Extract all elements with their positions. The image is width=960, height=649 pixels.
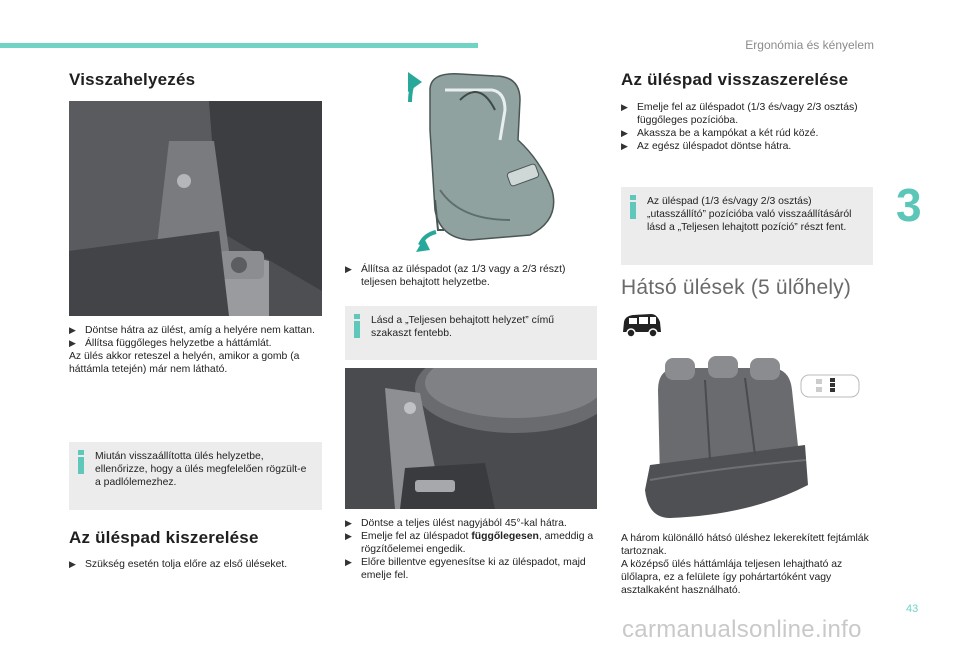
bullet-text: Döntse a teljes ülést nagyjából 45°-kal hátra. (361, 518, 567, 529)
bullet-mark: ▶ (621, 102, 628, 112)
col2-instructions (345, 263, 600, 289)
paragraph: A középső ülés háttámlája teljesen lehajtható az ülőlapra, ez a felülete így pohártartóként vagy asztalkaként használható. (621, 559, 843, 596)
bullet-text: Az egész üléspadot döntse hátra. (637, 141, 792, 152)
bullet-mark: ▶ (621, 128, 628, 138)
heading-hatso-ulesek: Hátsó ülések (5 ülőhely) (621, 276, 852, 299)
bullet-item (621, 101, 876, 127)
info-box (69, 442, 322, 510)
bullet-text: Állítsa az üléspadot (az 1/3 vagy a 2/3 részt) teljesen behajtott helyzetbe. (361, 264, 566, 288)
bullet-text-post: , ameddig a rögzítőelemei engedik. (361, 531, 594, 555)
bullet-item (345, 263, 600, 289)
bullet-item (621, 127, 876, 140)
bullet-item (69, 337, 324, 350)
seat-hinge-photo (345, 368, 597, 509)
bullet-mark: ▶ (345, 531, 352, 541)
bullet-text: Állítsa függőleges helyzetbe a háttámlát. (85, 338, 272, 349)
info-icon (353, 314, 361, 338)
info-box (345, 306, 597, 360)
heading-visszahelyezes: Visszahelyezés (69, 70, 196, 89)
bullet-text (361, 530, 600, 556)
bullet-text: Döntse hátra az ülést, amíg a helyére nem kattan. (85, 325, 315, 336)
heading-visszaszerelese: Az üléspad visszaszerelése (621, 70, 849, 89)
bullet-text-pre: Emelje fel az üléspadot (361, 531, 472, 542)
chapter-accent-bar (0, 43, 478, 48)
bullet-text: Szükség esetén tolja előre az első üléseket. (85, 559, 288, 570)
bullet-mark: ▶ (621, 141, 628, 151)
bullet-text: Akassza be a kampókat a két rúd közé. (637, 128, 819, 139)
info-text: Az üléspad (1/3 és/vagy 2/3 osztás) „utasszállító” pozícióba való visszaállításáról lásd a „Teljesen lehajtott pozíció” részt fent. (647, 196, 852, 233)
seat-layout-icon (800, 372, 860, 400)
info-text: Lásd a „Teljesen behajtott helyzet” című szakaszt fentebb. (371, 315, 555, 339)
watermark: carmanualsonline.info (622, 616, 862, 643)
chapter-title: Ergonómia és kényelem (745, 38, 874, 52)
rear-seats-illustration (630, 350, 810, 520)
bullet-text: Előre billentve egyenesítse ki az üléspadot, majd emelje fel. (361, 557, 586, 581)
bullet-mark: ▶ (345, 518, 352, 528)
bullet-text: Emelje fel az üléspadot (1/3 és/vagy 2/3 osztás) függőleges pozícióba. (637, 102, 858, 126)
info-text: Miután visszaállította ülés helyzetbe, ellenőrizze, hogy a ülés megfelelően rögzült-e a padlólemezhez. (95, 451, 307, 488)
info-box (621, 187, 873, 265)
col2-instructions-2 (345, 517, 600, 582)
seat-latch-photo (69, 101, 322, 316)
info-icon (77, 450, 85, 474)
bullet-item (345, 530, 600, 556)
heading-kiszerelese: Az üléspad kiszerelése (69, 528, 259, 547)
seat-fold-illustration (400, 70, 572, 260)
col1-instructions-2 (69, 558, 329, 571)
bullet-item (345, 556, 600, 582)
bullet-mark: ▶ (69, 338, 76, 348)
chapter-number: 3 (896, 179, 922, 231)
col1-instructions (69, 324, 324, 376)
bullet-mark: ▶ (69, 559, 76, 569)
bullet-item (621, 140, 876, 153)
bullet-mark: ▶ (345, 264, 352, 274)
car-silhouette-icon (621, 312, 663, 338)
bullet-item (345, 517, 600, 530)
bullet-item (69, 558, 329, 571)
col3-instructions (621, 101, 876, 153)
col3-paragraph (621, 532, 876, 597)
paragraph: Az ülés akkor reteszel a helyén, amikor a gomb (a háttámla tetején) már nem látható. (69, 351, 300, 375)
bullet-text-bold: függőlegesen (471, 531, 539, 542)
bullet-mark: ▶ (345, 557, 352, 567)
bullet-item (69, 324, 324, 337)
info-icon (629, 195, 637, 219)
bullet-mark: ▶ (69, 325, 76, 335)
page-number: 43 (906, 603, 919, 615)
paragraph: A három különálló hátsó üléshez lekerekített fejtámlák tartoznak. (621, 533, 869, 557)
